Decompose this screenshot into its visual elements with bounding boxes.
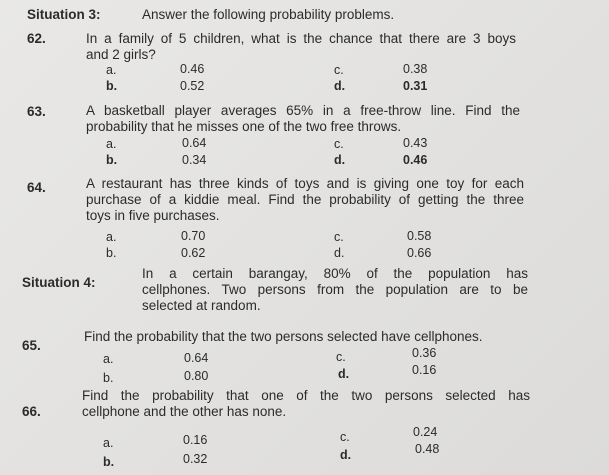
q62-option-a-label: a. — [106, 63, 117, 77]
q63-option-a-value: 0.64 — [182, 136, 207, 150]
q62-option-a-value: 0.46 — [180, 62, 205, 76]
question-64-line-1: A restaurant has three kinds of toys and is giving one toy for each — [86, 176, 524, 191]
q64-option-a-value: 0.70 — [181, 229, 206, 243]
question-63-text — [86, 103, 520, 135]
q62-option-d-label: d. — [334, 79, 346, 93]
question-66-line-2: cellphone and the other has none. — [82, 404, 287, 419]
question-64-line-3: toys in five purchases. — [86, 208, 220, 223]
question-66-text — [82, 388, 530, 420]
q66-option-d-label: d. — [340, 448, 352, 462]
question-62-text — [86, 31, 516, 63]
question-63-line-2: probability that he misses one of the two free throws. — [86, 119, 402, 134]
q66-option-c-label: c. — [340, 430, 350, 444]
q63-option-b-value: 0.34 — [182, 153, 207, 167]
question-62-number: 62. — [27, 31, 46, 46]
q65-option-a-value: 0.64 — [184, 351, 209, 365]
question-63-number: 63. — [27, 104, 46, 119]
q63-option-a-label: a. — [106, 137, 117, 151]
q62-option-c-label: c. — [334, 63, 344, 77]
q64-option-c-label: c. — [334, 230, 344, 244]
q63-option-c-label: c. — [334, 137, 344, 151]
situation-4-line-1: In a certain barangay, 80% of the population has — [142, 266, 528, 281]
q64-option-b-label: b. — [106, 246, 117, 260]
q65-option-b-value: 0.80 — [184, 369, 209, 383]
question-65-line-1: Find the probability that the two persons selected have cellphones. — [84, 329, 483, 344]
question-65-number: 65. — [22, 338, 41, 353]
situation-4-text — [142, 266, 528, 314]
q65-option-c-label: c. — [336, 350, 346, 364]
q66-option-a-value: 0.16 — [183, 433, 208, 447]
q65-option-d-label: d. — [338, 367, 350, 381]
q62-option-b-value: 0.52 — [180, 79, 205, 93]
situation-4-line-2: cellphones. Two persons from the population are to be — [142, 282, 528, 297]
question-65-text — [84, 329, 524, 345]
question-62-line-2: and 2 girls? — [86, 47, 156, 62]
q66-option-b-value: 0.32 — [183, 452, 208, 466]
q64-option-a-label: a. — [106, 230, 117, 244]
q62-option-b-label: b. — [106, 79, 118, 93]
question-64-line-2: purchase of a kiddie meal. Find the probability of getting the three — [86, 192, 524, 207]
q65-option-b-label: b. — [103, 371, 114, 385]
q63-option-d-value: 0.46 — [403, 153, 428, 167]
situation-4-line-3: selected at random. — [142, 298, 261, 313]
q62-option-d-value: 0.31 — [403, 79, 428, 93]
q66-option-b-label: b. — [103, 455, 115, 469]
q65-option-c-value: 0.36 — [412, 346, 437, 360]
q64-option-d-value: 0.66 — [407, 246, 432, 260]
question-62-line-1: In a family of 5 children, what is the chance that there are 3 boys — [86, 31, 516, 46]
q66-option-a-label: a. — [103, 436, 114, 450]
q64-option-b-value: 0.62 — [181, 246, 206, 260]
q65-option-a-label: a. — [103, 352, 114, 366]
situation-3-instruction: Answer the following probability problems. — [142, 7, 395, 22]
question-66-number: 66. — [22, 404, 41, 419]
q66-option-d-value: 0.48 — [415, 442, 440, 456]
situation-3-label: Situation 3: — [27, 7, 101, 22]
question-66-line-1: Find the probability that one of the two persons selected has — [82, 388, 530, 403]
situation-4-label: Situation 4: — [22, 275, 96, 290]
question-64-text — [86, 176, 524, 224]
q66-option-c-value: 0.24 — [413, 425, 438, 439]
q64-option-d-label: d. — [334, 246, 345, 260]
q65-option-d-value: 0.16 — [412, 363, 437, 377]
q63-option-b-label: b. — [106, 153, 118, 167]
q63-option-d-label: d. — [334, 153, 346, 167]
q63-option-c-value: 0.43 — [403, 136, 428, 150]
q64-option-c-value: 0.58 — [407, 229, 432, 243]
question-64-number: 64. — [27, 180, 46, 195]
q62-option-c-value: 0.38 — [403, 62, 428, 76]
question-63-line-1: A basketball player averages 65% in a free-throw line. Find the — [86, 103, 520, 118]
